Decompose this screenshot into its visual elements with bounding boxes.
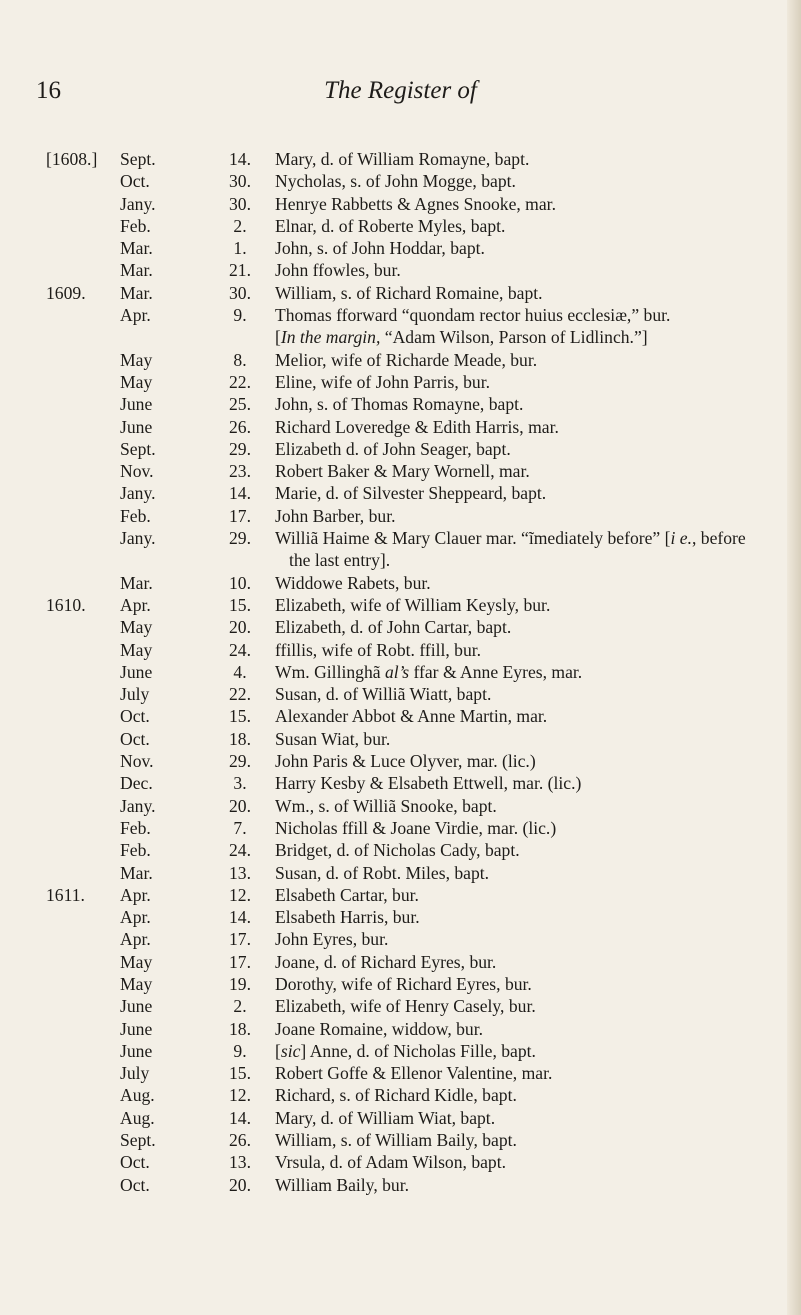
register-entry: [0, 170, 790, 192]
entry-text: Elizabeth d. of John Seager, bapt.: [275, 438, 511, 459]
entry-month: Sept.: [120, 149, 156, 169]
register-entry: [0, 326, 790, 348]
register-entry: [0, 639, 790, 661]
entry-month: Oct.: [120, 706, 150, 727]
entry-day: 3.: [233, 773, 247, 794]
register-entry: [0, 1107, 790, 1129]
register-entry: [0, 661, 790, 683]
entry-text: [275, 1040, 770, 1062]
entry-day: 18.: [229, 728, 251, 749]
register-entry: [0, 393, 790, 415]
register-entry: [0, 772, 790, 794]
register-entry: [0, 527, 790, 572]
entry-day: 7.: [233, 817, 247, 838]
entry-month: Sept.: [120, 438, 156, 459]
entry-month: Nov.: [120, 751, 154, 772]
entry-text: Harry Kesby & Elsabeth Ettwell, mar. (lic.): [275, 773, 582, 794]
entry-text: Elizabeth, wife of William Keysly, bur.: [275, 594, 551, 615]
entry-day: 30.: [229, 171, 251, 192]
register-entry: [0, 215, 790, 237]
register-entry: [0, 1018, 790, 1040]
entry-text: Elsabeth Cartar, bur.: [275, 884, 419, 905]
entry-text: John, s. of John Hoddar, bapt.: [275, 238, 485, 259]
entry-text-part: [: [275, 327, 281, 348]
entry-month: June: [120, 1040, 153, 1061]
register-entry: [0, 282, 790, 304]
entry-day: 14.: [229, 1107, 251, 1128]
entry-month: May: [120, 617, 153, 638]
entry-month: Aug.: [120, 1085, 155, 1106]
register-entry: [0, 973, 790, 995]
entry-text: Susan, d. of Williã Wiatt, bapt.: [275, 684, 492, 705]
entry-day: 15.: [229, 594, 251, 615]
entry-text: Joane Romaine, widdow, bur.: [275, 1018, 483, 1039]
entry-month: Jany.: [120, 193, 156, 214]
entry-text: Alexander Abbot & Anne Martin, mar.: [275, 706, 548, 727]
entry-day: 22.: [229, 684, 251, 705]
entry-text: Widdowe Rabets, bur.: [275, 572, 431, 593]
entry-day: 26.: [229, 416, 251, 437]
entry-text: Mary, d. of William Romayne, bapt.: [275, 149, 530, 169]
entry-text-part: Williã Haime & Mary Clauer mar. “ĩmediately before” [: [275, 528, 671, 549]
entry-day: 9.: [233, 305, 247, 326]
entry-month: Feb.: [120, 215, 151, 236]
entry-month: Mar.: [120, 282, 153, 303]
entry-month: Jany.: [120, 795, 156, 816]
entry-text: [275, 661, 770, 683]
entry-text: Elizabeth, d. of John Cartar, bapt.: [275, 617, 512, 638]
entry-text: Richard, s. of Richard Kidle, bapt.: [275, 1085, 517, 1106]
entry-day: 18.: [229, 1018, 251, 1039]
register-entry: [0, 482, 790, 504]
entry-day: 14.: [229, 907, 251, 928]
register-entry: [0, 995, 790, 1017]
entry-month: June: [120, 996, 153, 1017]
entry-text-part: “Adam Wilson, Parson of Lidlinch.”]: [380, 327, 648, 348]
register-entry: [0, 750, 790, 772]
register-entries: [0, 148, 790, 1196]
register-entry: [0, 349, 790, 371]
entry-text: Vrsula, d. of Adam Wilson, bapt.: [275, 1152, 507, 1173]
entry-day: 25.: [229, 394, 251, 415]
entry-month: Mar.: [120, 260, 153, 281]
register-entry: [0, 1151, 790, 1173]
entry-day: 2.: [233, 215, 247, 236]
entry-day: 10.: [229, 572, 251, 593]
entry-text: Susan Wiat, bur.: [275, 728, 391, 749]
entry-month: Apr.: [120, 907, 151, 928]
entry-text-part: , before the last entry].: [289, 528, 746, 571]
entry-month: June: [120, 416, 153, 437]
entry-text: William, s. of William Baily, bapt.: [275, 1130, 517, 1151]
entry-day: 26.: [229, 1130, 251, 1151]
entry-day: 29.: [229, 528, 251, 549]
register-entry: [0, 460, 790, 482]
entry-text: William, s. of Richard Romaine, bapt.: [275, 282, 543, 303]
entry-month: Mar.: [120, 572, 153, 593]
entry-year: 1611.: [46, 884, 85, 905]
entry-text-part: Wm. Gillinghã: [275, 661, 385, 682]
entry-month: July: [120, 1063, 150, 1084]
running-title: The Register of: [324, 77, 477, 104]
entry-text: Mary, d. of William Wiat, bapt.: [275, 1107, 496, 1128]
register-entry: [0, 906, 790, 928]
register-entry: [0, 304, 790, 326]
register-entry: [0, 193, 790, 215]
entry-day: 20.: [229, 1174, 251, 1195]
entry-month: Feb.: [120, 840, 151, 861]
entry-day: 2.: [233, 996, 247, 1017]
register-entry: [0, 594, 790, 616]
entry-month: Apr.: [120, 305, 151, 326]
entry-day: 1.: [233, 238, 247, 259]
entry-text: John Paris & Luce Olyver, mar. (lic.): [275, 751, 536, 772]
entry-day: 24.: [229, 840, 251, 861]
entry-text: Robert Goffe & Ellenor Valentine, mar.: [275, 1063, 553, 1084]
entry-month: Aug.: [120, 1107, 155, 1128]
entry-day: 17.: [229, 951, 251, 972]
entry-text: Bridget, d. of Nicholas Cady, bapt.: [275, 840, 520, 861]
entry-month: June: [120, 1018, 153, 1039]
entry-text: [275, 326, 770, 348]
entry-month: Mar.: [120, 862, 153, 883]
entry-month: Feb.: [120, 505, 151, 526]
entry-text: Elsabeth Harris, bur.: [275, 907, 420, 928]
entry-month: Apr.: [120, 884, 151, 905]
entry-text: [275, 527, 770, 572]
register-entry: [0, 259, 790, 281]
page-header: [0, 76, 801, 110]
entry-text: Susan, d. of Robt. Miles, bapt.: [275, 862, 490, 883]
entry-month: June: [120, 661, 153, 682]
entry-day: 8.: [233, 349, 247, 370]
register-entry: [0, 728, 790, 750]
page-number: 16: [36, 77, 61, 104]
entry-day: 13.: [229, 1152, 251, 1173]
register-entry: [0, 951, 790, 973]
entry-day: 20.: [229, 795, 251, 816]
register-entry: [0, 1174, 790, 1196]
entry-text: John Barber, bur.: [275, 505, 396, 526]
entry-text: ffillis, wife of Robt. ffill, bur.: [275, 639, 482, 660]
entry-day: 14.: [229, 149, 251, 169]
register-entry: [0, 616, 790, 638]
entry-day: 21.: [229, 260, 251, 281]
register-entry: [0, 1129, 790, 1151]
entry-text: Robert Baker & Mary Wornell, mar.: [275, 461, 530, 482]
entry-month: Jany.: [120, 528, 156, 549]
entry-day: 12.: [229, 884, 251, 905]
entry-text: Wm., s. of Williã Snooke, bapt.: [275, 795, 497, 816]
register-entry: [0, 839, 790, 861]
entry-month: May: [120, 639, 153, 660]
entry-month: Oct.: [120, 728, 150, 749]
entry-month: Oct.: [120, 171, 150, 192]
register-entry: [0, 438, 790, 460]
entry-text: Joane, d. of Richard Eyres, bur.: [275, 951, 497, 972]
register-entry: [0, 1062, 790, 1084]
entry-text-part: ffar & Anne Eyres, mar.: [409, 661, 583, 682]
entry-text: Elizabeth, wife of Henry Casely, bur.: [275, 996, 536, 1017]
entry-day: 13.: [229, 862, 251, 883]
entry-text: Eline, wife of John Parris, bur.: [275, 371, 490, 392]
entry-year: [1608.]: [46, 149, 98, 169]
register-entry: [0, 683, 790, 705]
entry-day: 20.: [229, 617, 251, 638]
entry-month: July: [120, 684, 150, 705]
entry-day: 23.: [229, 461, 251, 482]
entry-month: May: [120, 349, 153, 370]
entry-day: 17.: [229, 929, 251, 950]
entry-month: May: [120, 973, 153, 994]
register-entry: [0, 705, 790, 727]
entry-text-part: [: [275, 1040, 281, 1061]
register-entry: [0, 505, 790, 527]
entry-month: June: [120, 394, 153, 415]
entry-year: 1610.: [46, 594, 86, 615]
entry-text-part: i e.: [670, 528, 692, 549]
entry-day: 24.: [229, 639, 251, 660]
entry-day: 4.: [233, 661, 247, 682]
entry-month: Nov.: [120, 461, 154, 482]
entry-text-part: al’s: [384, 661, 410, 682]
entry-month: Apr.: [120, 594, 151, 615]
entry-text: Melior, wife of Richarde Meade, bur.: [275, 349, 538, 370]
register-entry: [0, 795, 790, 817]
entry-day: 22.: [229, 371, 251, 392]
entry-month: Oct.: [120, 1174, 150, 1195]
register-entry: [0, 817, 790, 839]
entry-text: Elnar, d. of Roberte Myles, bapt.: [275, 215, 506, 236]
entry-month: Sept.: [120, 1130, 156, 1151]
entry-day: 14.: [229, 483, 251, 504]
entry-text: Nycholas, s. of John Mogge, bapt.: [275, 171, 516, 192]
entry-month: Feb.: [120, 817, 151, 838]
entry-month: Dec.: [120, 773, 153, 794]
entry-month: Apr.: [120, 929, 151, 950]
entry-text: Nicholas ffill & Joane Virdie, mar. (lic.): [275, 817, 557, 838]
register-entry: [0, 237, 790, 259]
entry-text-part: In the margin,: [280, 327, 381, 348]
entry-month: Oct.: [120, 1152, 150, 1173]
entry-text: John, s. of Thomas Romayne, bapt.: [275, 394, 524, 415]
register-entry: [0, 884, 790, 906]
entry-day: 29.: [229, 751, 251, 772]
entry-day: 30.: [229, 282, 251, 303]
entry-month: May: [120, 951, 153, 972]
entry-year: 1609.: [46, 282, 86, 303]
entry-day: 19.: [229, 973, 251, 994]
entry-text: William Baily, bur.: [275, 1174, 409, 1195]
entry-text: Henrye Rabbetts & Agnes Snooke, mar.: [275, 193, 556, 214]
entry-month: Mar.: [120, 238, 153, 259]
entry-month: May: [120, 371, 153, 392]
entry-text: Richard Loveredge & Edith Harris, mar.: [275, 416, 559, 437]
register-entry: [0, 572, 790, 594]
entry-text-part: sic: [280, 1040, 301, 1061]
entry-text: Marie, d. of Silvester Sheppeard, bapt.: [275, 483, 547, 504]
register-entry: [0, 1040, 790, 1062]
entry-day: 15.: [229, 706, 251, 727]
register-entry: [0, 928, 790, 950]
register-entry: [0, 148, 790, 170]
register-entry: [0, 416, 790, 438]
entry-day: 30.: [229, 193, 251, 214]
entry-month: Jany.: [120, 483, 156, 504]
register-entry: [0, 862, 790, 884]
entry-day: 9.: [233, 1040, 247, 1061]
entry-day: 17.: [229, 505, 251, 526]
register-entry: [0, 1084, 790, 1106]
entry-day: 29.: [229, 438, 251, 459]
entry-day: 15.: [229, 1063, 251, 1084]
entry-text: John ffowles, bur.: [275, 260, 401, 281]
entry-text: Dorothy, wife of Richard Eyres, bur.: [275, 973, 532, 994]
entry-text: John Eyres, bur.: [275, 929, 389, 950]
entry-day: 12.: [229, 1085, 251, 1106]
register-entry: [0, 371, 790, 393]
entry-text: Thomas fforward “quondam rector huius ecclesiæ,” bur.: [275, 305, 671, 326]
entry-text-part: ] Anne, d. of Nicholas Fille, bapt.: [300, 1040, 536, 1061]
